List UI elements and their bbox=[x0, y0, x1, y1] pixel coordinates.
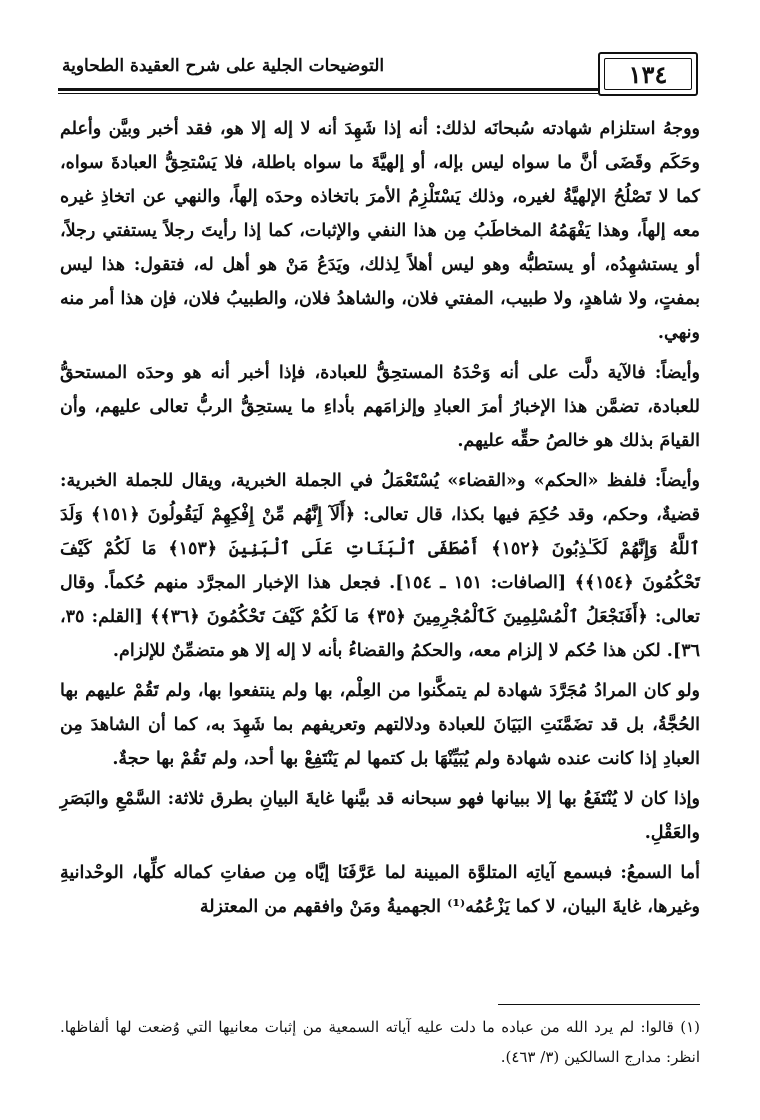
header-rule bbox=[58, 88, 598, 91]
header-rule-thin bbox=[58, 93, 598, 94]
footnote-1: (١) قالوا: لم يرد الله من عباده ما دلت عليه آياته السمعية من إثبات معانيها التي وُضعت لها ألفاظها. انظر: مدارج السالكين (٣/ ٤٦٣). bbox=[60, 1018, 700, 1066]
page-header bbox=[58, 48, 698, 98]
paragraph-3: وأيضاً: فلفظ «الحكم» و«القضاء» يُسْتَعْمَلُ في الجملة الخبرية، ويقال للجملة الخبرية: قضيةٌ، وحكم، وقد حُكِمَ فيها بكذا، قال تعالى: ﴿أَلَآ إِنَّهُم مِّنْ إِفْكِهِمْ لَيَقُولُونَ ﴿١٥١﴾ وَلَدَ ٱللَّهُ وَإِنَّهُمْ لَكَـٰذِبُونَ ﴿١٥٢﴾ أَصْطَفَى ٱلْبَنَاتِ عَلَى ٱلْبَنِينَ ﴿١٥٣﴾ مَا لَكُمْ كَيْفَ تَحْكُمُونَ ﴿١٥٤﴾﴾ [الصافات: ١٥١ ـ ١٥٤]. فجعل هذا الإخبار المجرَّد منهم حُكماً. وقال تعالى: ﴿أَفَنَجْعَلُ ٱلْمُسْلِمِينَ كَٱلْمُجْرِمِينَ ﴿٣٥﴾ مَا لَكُمْ كَيْفَ تَحْكُمُونَ ﴿٣٦﴾﴾ [القلم: ٣٥، ٣٦]. لكن هذا حُكم لا إلزام معه، والحكمُ والقضاءُ بأنه لا إله إلا هو متضمِّنٌ للإلزام. bbox=[60, 471, 701, 661]
footnote-separator bbox=[498, 1004, 700, 1005]
page-number-box bbox=[598, 52, 698, 96]
page-number: ١٣٤ bbox=[628, 59, 668, 89]
paragraph-5: وإذا كان لا يُنْتَفَعُ بها إلا ببيانها فهو سبحانه قد بيَّنها غايةَ البيانِ بطرق ثلاثة: السَّمْعِ والبَصَرِ والعَقْلِ. bbox=[60, 789, 700, 843]
paragraph-2: وأيضاً: فالآية دلَّت على أنه وَحْدَهُ المستحِقُّ للعبادة، فإذا أخبر أنه هو وحدَه المستحقُّ للعبادة، تضمَّن هذا الإخبارُ أمرَ العبادِ وإلزامَهم بأداءِ ما يستحِقُّ الربُّ تعالى عليهم، وأن القيامَ بذلك هو خالصُ حقِّه عليهم. bbox=[60, 363, 700, 451]
paragraph-4: ولو كان المرادُ مُجَرَّدَ شهادة لم يتمكَّنوا من العِلْم، بها ولم ينتفعوا بها، ولم تَقُمْ عليهم بها الحُجَّةُ، بل قد تضَمَّنَتِ البَيَانَ للعبادة ودلالتهم وتعريفهم بما شَهِدَ به، كما أن الشاهدَ مِن العبادِ إذا كانت عنده شهادة ولم يُبَيِّنْهَا بل كتمها لم يَنْتَفِعْ بها أحد، ولم تَقُمْ بها حجةٌ. bbox=[60, 681, 700, 769]
main-text bbox=[60, 112, 700, 930]
footnotes bbox=[60, 1012, 700, 1072]
paragraph-6: أما السمعُ: فبسمع آياتِه المتلوَّة المبينة لما عَرَّفَنَا إيَّاه مِن صفاتِ كماله كلِّها، الوحْدانيةِ وغيرها، غايةَ البيان، لا كما يَزْعُمُه⁽¹⁾ الجهميةُ ومَنْ وافقهم من المعتزلة bbox=[60, 863, 700, 917]
paragraph-1: ووجهُ استلزام شهادته سُبحانَه لذلك: أنه إذا شَهِدَ أنه لا إله إلا هو، فقد أخبر وبيَّن وأعلم وحَكَم وقَضَى أنَّ ما سواه ليس بإله، أو إلهيَّةَ ما سواه باطلة، فلا يَسْتحِقُّ العبادةَ سواه، كما لا تَصْلُحُ الإلهيَّةُ لغيره، وذلك يَسْتَلْزِمُ الأمرَ باتخاذه وحدَه إلهاً، والنهي عن اتخاذِ غيره معه إلهاً، وهذا يَفْهَمُهُ المخاطَبُ مِن هذا النفي والإثبات، كما إذا رأيتَ رجلاً يستفتي رجلاً، أو يستشهِدُه، أو يستطبُّه وهو ليس أهلاً لِذلك، ويَدَعُ مَنْ هو أهل له، فتقول: هذا ليس بمفتٍ، ولا شاهدٍ، ولا طبيب، المفتي فلان، والشاهدُ فلان، والطبيبُ فلان، فإن هذا أمر منه ونهي. bbox=[60, 119, 700, 343]
running-title: التوضيحات الجلية على شرح العقيدة الطحاوية bbox=[62, 56, 385, 76]
